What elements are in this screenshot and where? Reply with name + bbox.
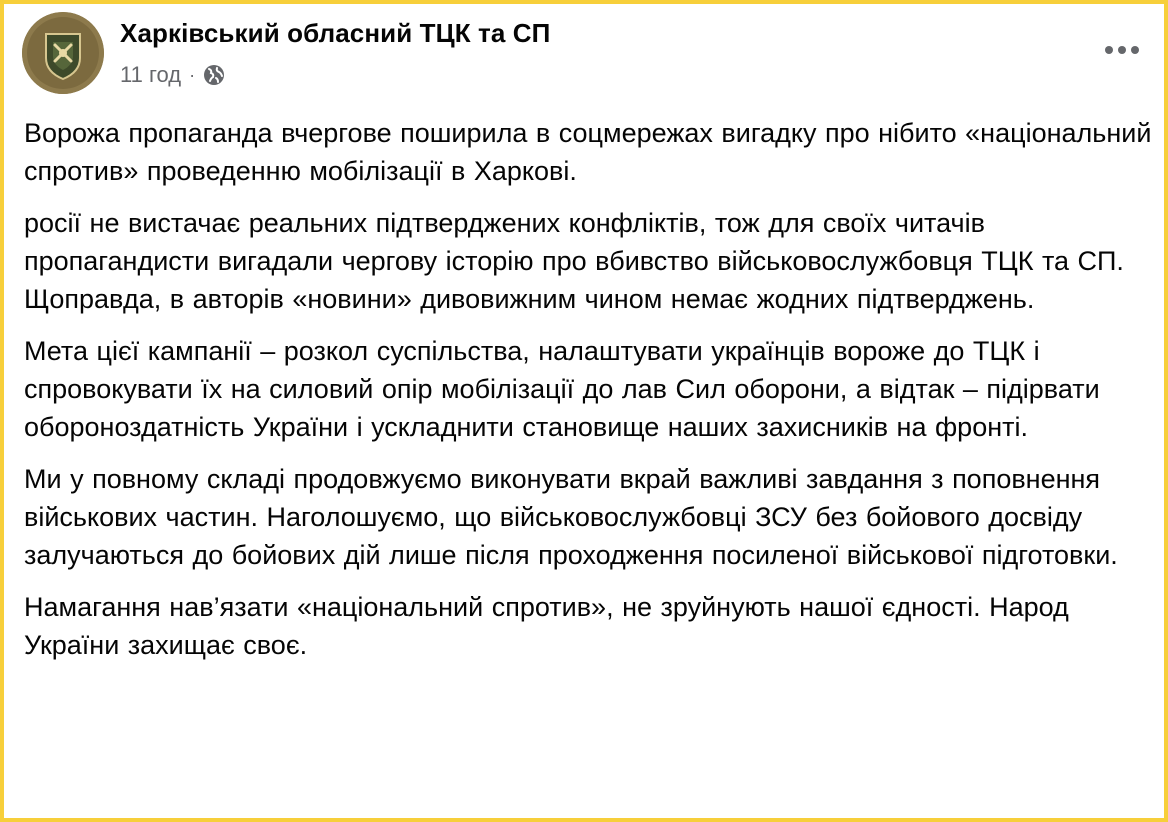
- post-text: [24, 114, 1154, 678]
- globe-icon[interactable]: [202, 63, 226, 87]
- post-paragraph-3: Мета цієї кампанії – розкол суспільства, налаштувати українців вороже до ТЦК і спровокувати їх на силовий опір мобілізації до лав Сил оборони, а відтак – підірвати обороноздатність України і ускладнити становище наших захисників на фронті.: [24, 336, 1100, 442]
- post-meta: [120, 61, 226, 89]
- more-options-button[interactable]: [1100, 32, 1144, 68]
- page-name[interactable]: Харківський обласний ТЦК та СП: [120, 18, 551, 48]
- meta-separator: ·: [189, 64, 196, 85]
- military-emblem-icon: [22, 12, 104, 94]
- post-paragraph-1: Ворожа пропаганда вчергове поширила в соцмережах вигадку про нібито «національний спротив» проведенню мобілізації в Харкові.: [24, 118, 1152, 186]
- post-paragraph-2: росії не вистачає реальних підтверджених конфліктів, тож для своїх читачів пропагандисти вигадали чергову історію про вбивство військовослужбовця ТЦК та СП. Щоправда, в авторів «новини» дивовижним чином немає жодних підтверджень.: [24, 208, 1124, 314]
- page-avatar[interactable]: [22, 12, 104, 94]
- post-header: [4, 4, 1164, 100]
- post-paragraph-5: Намагання нав’язати «національний спротив», не зруйнують нашої єдності. Народ України захищає своє.: [24, 592, 1069, 660]
- post-paragraph-4: Ми у повному складі продовжуємо виконувати вкрай важливі завдання з поповнення військових частин. Наголошуємо, що військовослужбовці ЗСУ без бойового досвіду залучаються до бойових дій лише після проходження посиленої військової підготовки.: [24, 464, 1118, 570]
- more-horizontal-icon: [1104, 45, 1140, 55]
- post-time[interactable]: 11 год: [120, 62, 182, 87]
- facebook-post-card: [4, 4, 1164, 818]
